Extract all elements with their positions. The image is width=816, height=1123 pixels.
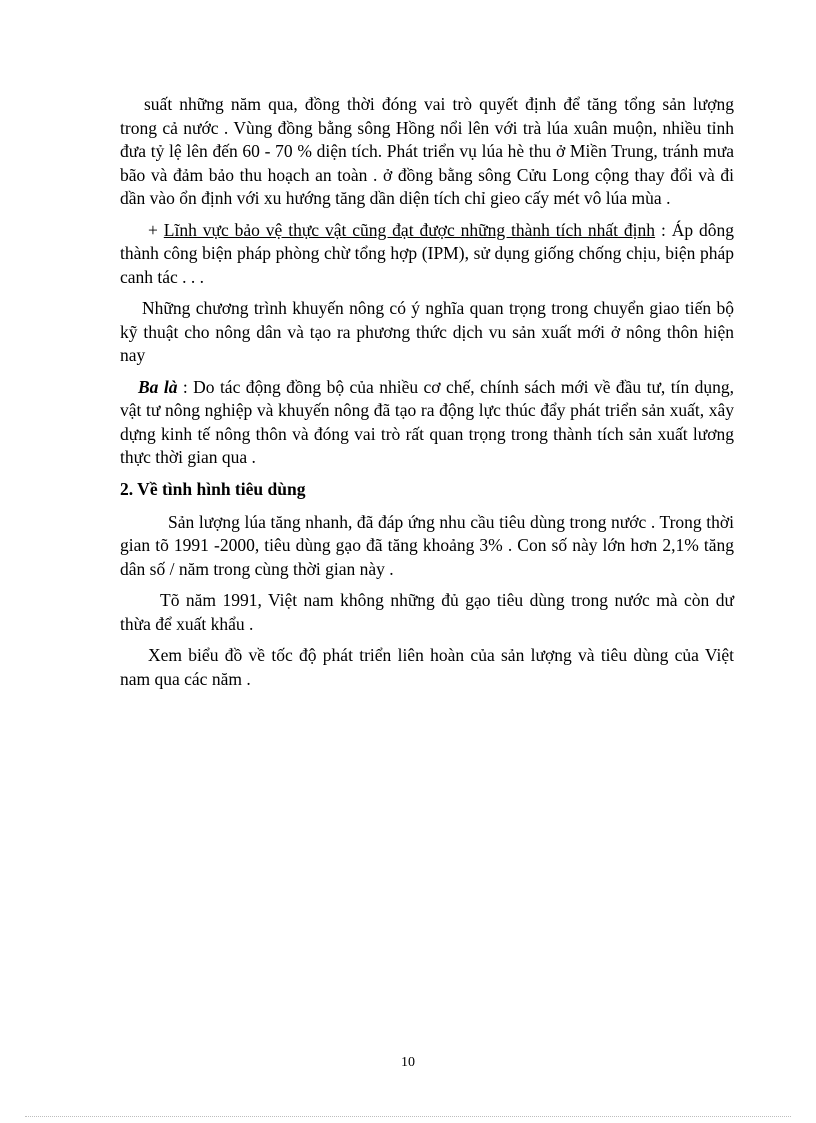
third-reason-lead: Ba là xyxy=(138,376,178,397)
page-body xyxy=(120,93,734,699)
section-heading-consumption: 2. Về tình hình tiêu dùng xyxy=(120,478,306,499)
plus-marker: + xyxy=(148,219,164,240)
page-number: 10 xyxy=(401,1055,415,1070)
plant-protection-underlined: Lĩnh vực bảo vệ thực vật cũng đạt được những thành tích nhất định xyxy=(163,219,656,240)
paragraph-consumption-growth: Sản lượng lúa tăng nhanh, đã đáp ứng nhu cầu tiêu dùng trong nước . Trong thời gian tõ 1991 -2000, tiêu dùng gạo đã tăng khoảng 3% . Con số này lớn hơn 2,1% tăng dân số / năm trong cùng thời gian này . xyxy=(120,511,734,579)
plant-protection-rest: : Áp dông thành công biện pháp phòng chừ tổng hợp (IPM), sử dụng giống chống chịu, biện pháp canh tác . . . xyxy=(120,219,735,287)
paragraph-rice-seasons: suất những năm qua, đồng thời đóng vai trò quyết định để tăng tổng sản lượng trong cả nước . Vùng đồng bằng sông Hồng nổi lên với trà lúa xuân muộn, nhiều tỉnh đưa tỷ lệ lên đến 60 - 70 % diện tích. Phát triển vụ lúa hè thu ở Miền Trung, tránh mưa bão và đảm bảo thu hoạch an toàn . ở đồng bằng sông Cửu Long cộng thay đổi và đi dần vào ổn định với xu hướng tăng dần diện tích chỉ gieo cấy mét vô lúa mùa . xyxy=(120,94,734,208)
paragraph-plant-protection xyxy=(120,219,734,290)
paragraph-extension-programs: Những chương trình khuyến nông có ý nghĩa quan trọng trong chuyển giao tiến bộ kỹ thuật cho nông dân và tạo ra phương thức dịch vu sản xuất mới ở nông thôn hiện nay xyxy=(120,298,734,365)
page-bottom-divider xyxy=(25,1116,791,1117)
third-reason-rest: : Do tác động đồng bộ của nhiều cơ chế, chính sách mới về đầu tư, tín dụng, vật tư nông nghiệp và khuyến nông đã tạo ra động lực thúc đẩy phát triển sản xuất, xây dựng kinh tế nông thôn và đóng vai trò rất quan trọng trong thành tích sản xuất lương thực thời gian qua . xyxy=(120,376,734,467)
paragraph-export-surplus: Tõ năm 1991, Việt nam không những đủ gạo tiêu dùng trong nước mà còn dư thừa để xuất khẩu . xyxy=(120,590,734,634)
paragraph-third-reason xyxy=(120,376,734,470)
paragraph-chart-reference: Xem biểu đồ về tốc độ phát triển liên hoàn của sản lượng và tiêu dùng của Việt nam qua các năm . xyxy=(120,645,734,689)
